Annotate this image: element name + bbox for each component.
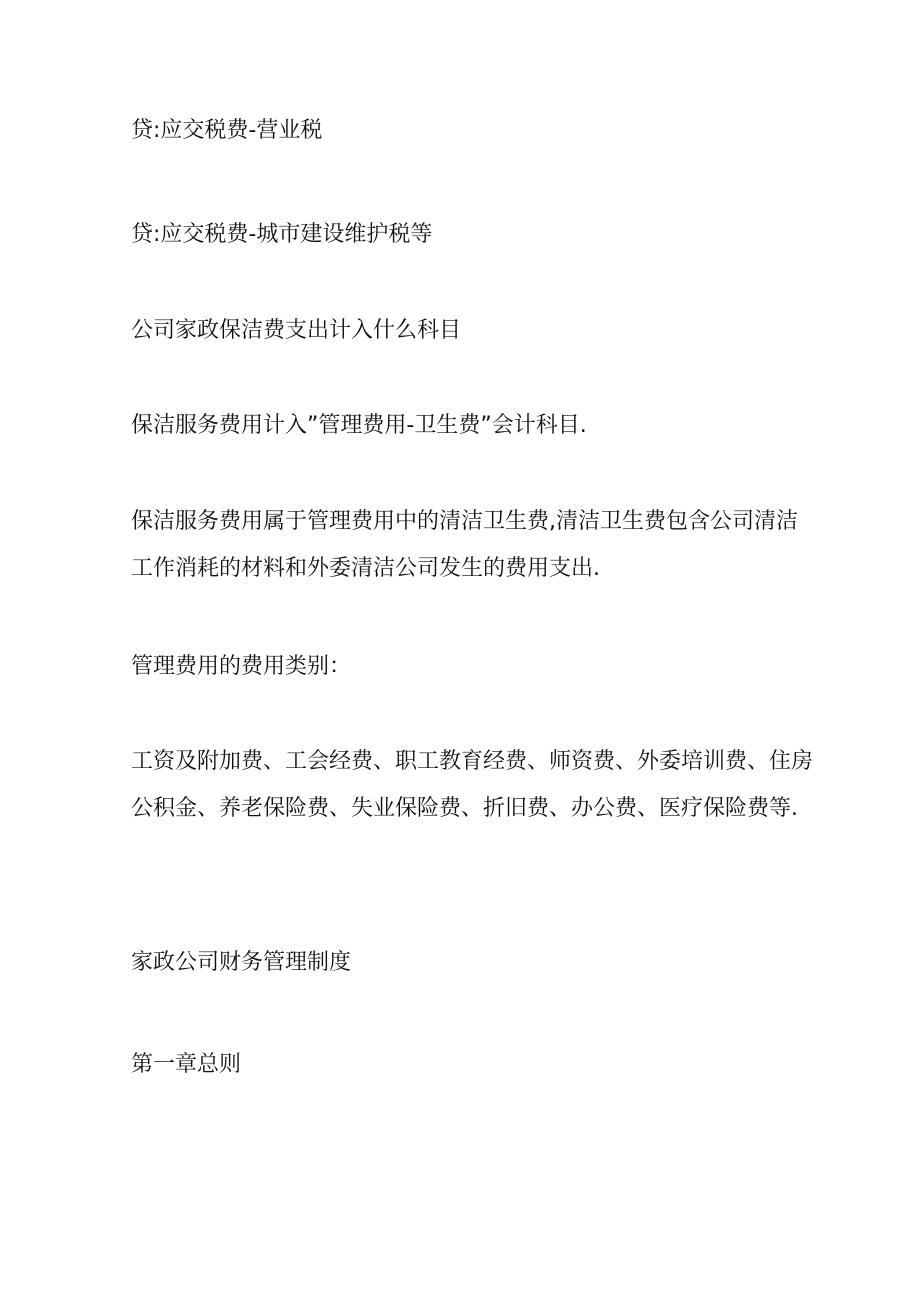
text-line-credit-business-tax: 贷:应交税费-营业税	[131, 118, 323, 143]
section-title: 家政公司财务管理制度	[131, 950, 352, 975]
paragraph-line: 公积金、养老保险费、失业保险费、折旧费、办公费、医疗保险费等.	[131, 796, 798, 821]
categories-heading: 管理费用的费用类别：	[131, 654, 352, 679]
text-line-answer: 保洁服务费用计入”管理费用-卫生费”会计科目.	[131, 413, 587, 438]
paragraph-cleaning-fee-explanation	[131, 498, 811, 592]
text-line-credit-urban-construction-tax: 贷:应交税费-城市建设维护税等	[131, 222, 433, 247]
chapter-title: 第一章总则	[131, 1052, 242, 1077]
paragraph-line: 保洁服务费用属于管理费用中的清洁卫生费,清洁卫生费包含公司清洁	[131, 509, 798, 534]
paragraph-expense-categories	[131, 738, 814, 832]
paragraph-line: 工作消耗的材料和外委清洁公司发生的费用支出.	[131, 556, 600, 581]
paragraph-line: 工资及附加费、工会经费、职工教育经费、师资费、外委培训费、住房	[131, 749, 814, 774]
text-line-question-heading: 公司家政保洁费支出计入什么科目	[131, 318, 462, 343]
